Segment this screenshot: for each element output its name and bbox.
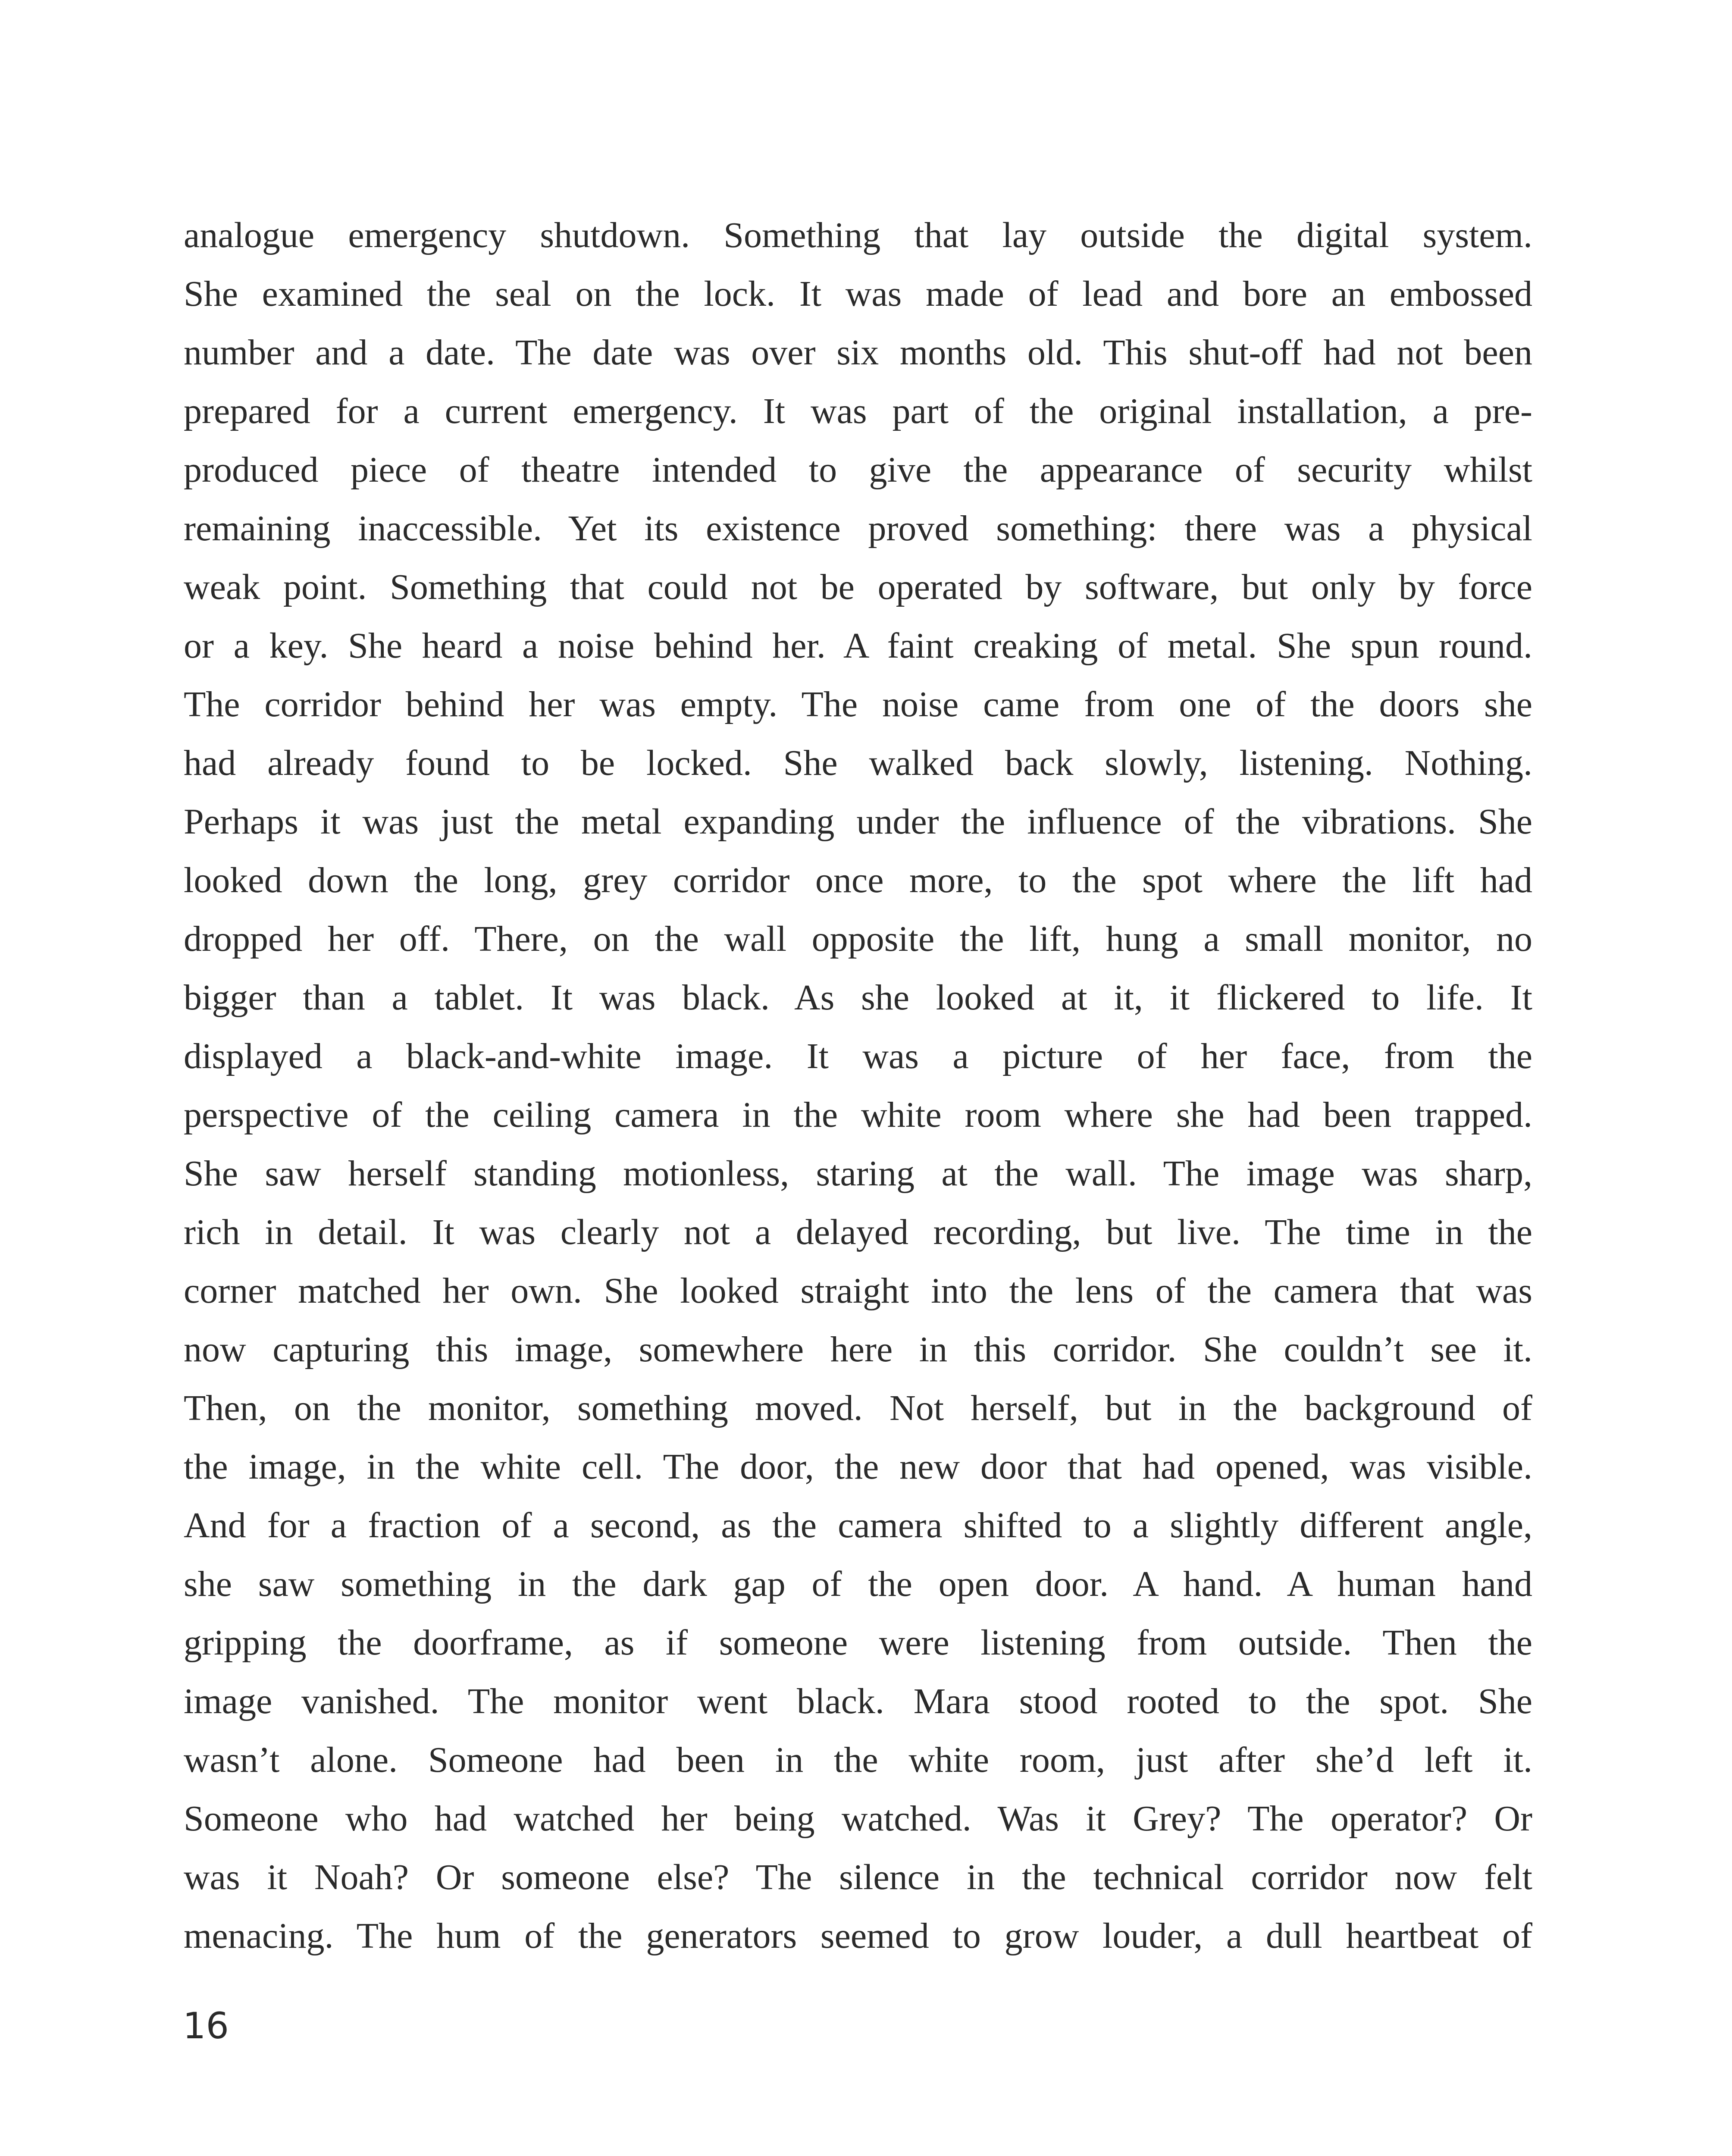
text-line: gripping the doorframe, as if someone were listening from outside. Then the	[184, 1623, 1532, 1663]
text-line: produced piece of theatre intended to give the appearance of security whilst	[184, 450, 1532, 490]
text-line: Then, on the monitor, something moved. Not herself, but in the background of	[184, 1388, 1532, 1428]
text-line: menacing. The hum of the generators seemed to grow louder, a dull heartbeat of	[184, 1916, 1532, 1956]
page-number: 16	[183, 2005, 229, 2047]
text-line: dropped her off. There, on the wall opposite the lift, hung a small monitor, no	[184, 919, 1532, 959]
text-line: perspective of the ceiling camera in the white room where she had been trapped.	[184, 1095, 1532, 1135]
text-line: analogue emergency shutdown. Something that lay outside the digital system.	[184, 215, 1532, 255]
text-line: bigger than a tablet. It was black. As she looked at it, it flickered to life. It	[184, 978, 1532, 1018]
text-line: And for a fraction of a second, as the camera shifted to a slightly different angle,	[184, 1505, 1532, 1545]
text-line: corner matched her own. She looked straight into the lens of the camera that was	[184, 1271, 1532, 1311]
text-line: She saw herself standing motionless, staring at the wall. The image was sharp,	[184, 1153, 1532, 1194]
text-line: remaining inaccessible. Yet its existence proved something: there was a physical	[184, 508, 1532, 548]
text-line: prepared for a current emergency. It was part of the original installation, a pre-	[184, 391, 1532, 431]
text-line: number and a date. The date was over six months old. This shut-off had not been	[184, 332, 1532, 373]
text-line: image vanished. The monitor went black. Mara stood rooted to the spot. She	[184, 1681, 1532, 1721]
text-line: was it Noah? Or someone else? The silence in the technical corridor now felt	[184, 1857, 1532, 1897]
text-line: weak point. Something that could not be operated by software, but only by force	[184, 567, 1532, 607]
text-line: displayed a black-and-white image. It was a picture of her face, from the	[184, 1036, 1532, 1076]
text-line: Someone who had watched her being watched. Was it Grey? The operator? Or	[184, 1799, 1532, 1839]
text-line: the image, in the white cell. The door, the new door that had opened, was visible.	[184, 1447, 1532, 1487]
body-text	[184, 206, 1532, 1965]
text-line: had already found to be locked. She walked back slowly, listening. Nothing.	[184, 743, 1532, 783]
text-line: now capturing this image, somewhere here in this corridor. She couldn’t see it.	[184, 1329, 1532, 1369]
text-line: Perhaps it was just the metal expanding under the influence of the vibrations. She	[184, 802, 1532, 842]
text-line: looked down the long, grey corridor once more, to the spot where the lift had	[184, 860, 1532, 900]
text-line: She examined the seal on the lock. It was made of lead and bore an embossed	[184, 274, 1532, 314]
text-line: rich in detail. It was clearly not a delayed recording, but live. The time in the	[184, 1212, 1532, 1252]
text-line: The corridor behind her was empty. The noise came from one of the doors she	[184, 684, 1532, 724]
text-line: she saw something in the dark gap of the open door. A hand. A human hand	[184, 1564, 1532, 1604]
text-line: or a key. She heard a noise behind her. A faint creaking of metal. She spun round.	[184, 626, 1532, 666]
text-line: wasn’t alone. Someone had been in the white room, just after she’d left it.	[184, 1740, 1532, 1780]
